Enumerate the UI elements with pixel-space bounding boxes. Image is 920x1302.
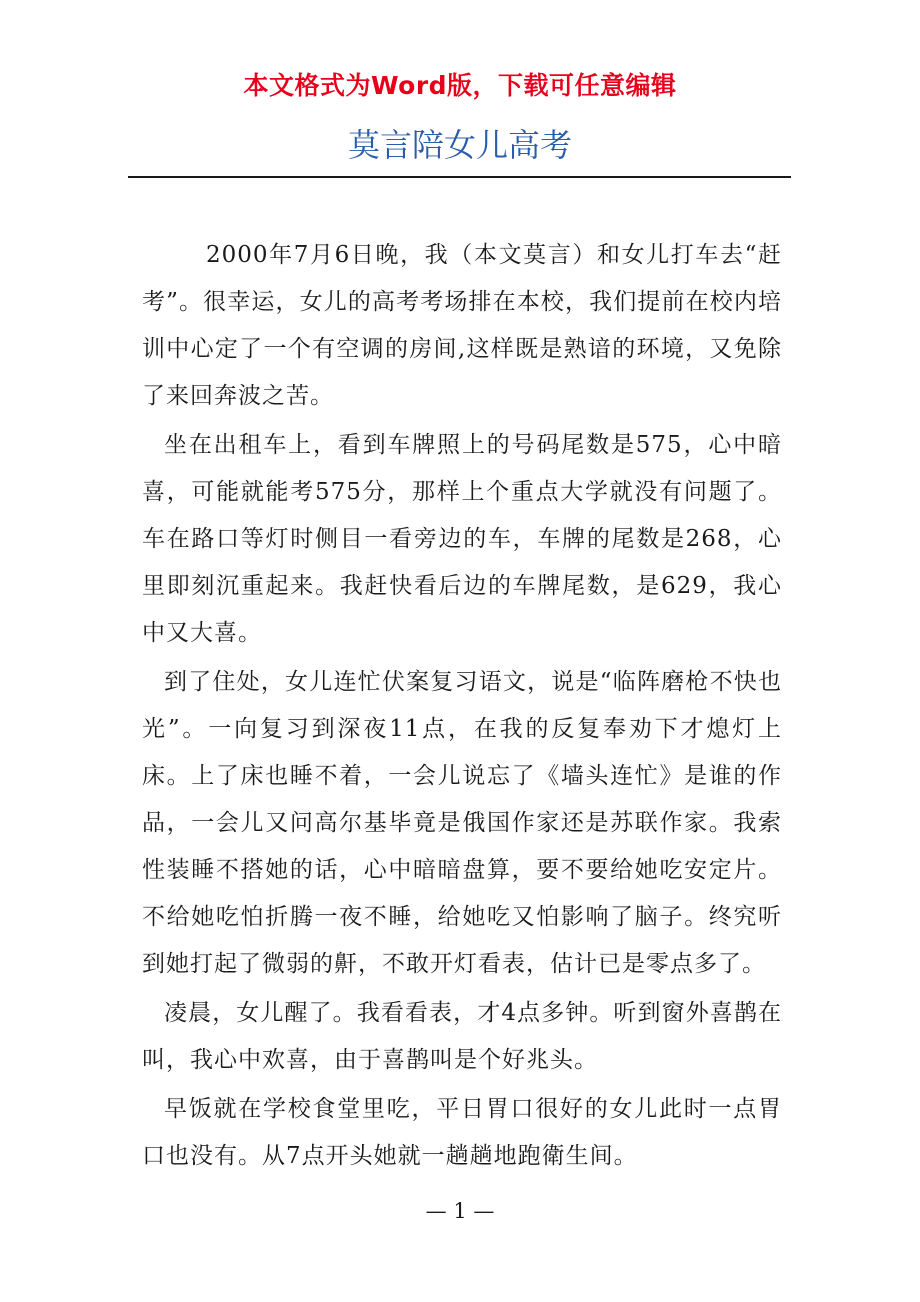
paragraph-5: 早饭就在学校食堂里吃，平日胃口很好的女儿此时一点胃口也没有。从7点开头她就一趟趟地跑衛生间。 <box>142 1096 782 1169</box>
paragraph-4: 凌晨，女儿醒了。我看看表，才4点多钟。听到窗外喜鹊在叫，我心中欢喜，由于喜鹊叫是个好兆头。 <box>142 1000 782 1073</box>
paragraph-3: 到了住处，女儿连忙伏案复习语文，说是“临阵磨枪不快也光”。一向复习到深夜11点，在我的反复奉劝下才熄灯上床。上了床也睡不着，一会儿说忘了《墙头连忙》是谁的作品，一会儿又问高尔基毕竟是俄国作家还是苏联作家。我索性装睡不搭她的话，心中暗暗盘算，要不要给她吃安定片。不给她吃怕折腾一夜不睡，给她吃又怕影响了脑子。终究听到她打起了微弱的鼾，不敢开灯看表，估计已是零点多了。 <box>142 669 782 977</box>
document-title: 莫言陪女儿高考 <box>347 126 572 164</box>
page-number: — 1 — <box>425 1199 495 1223</box>
paragraph-2: 坐在出租车上，看到车牌照上的号码尾数是575，心中暗喜，可能就能考575分，那样上个重点大学就没有问题了。车在路口等灯时侧目一看旁边的车，车牌的尾数是268，心里即刻沉重起来。我赶快看后边的车牌尾数，是629，我心中又大喜。 <box>142 432 782 646</box>
word-format-banner: 本文格式为Word版，下载可任意编辑 <box>243 71 677 100</box>
title-divider <box>128 176 791 178</box>
paragraph-1: 2000年7月6日晚，我（本文莫言）和女儿打车去“赶考”。很幸运，女儿的高考考场排在本校，我们提前在校内培训中心定了一个有空调的房间,这样既是熟谙的环境，又免除了来回奔波之苦。 <box>142 242 782 409</box>
document-body <box>142 232 782 1182</box>
